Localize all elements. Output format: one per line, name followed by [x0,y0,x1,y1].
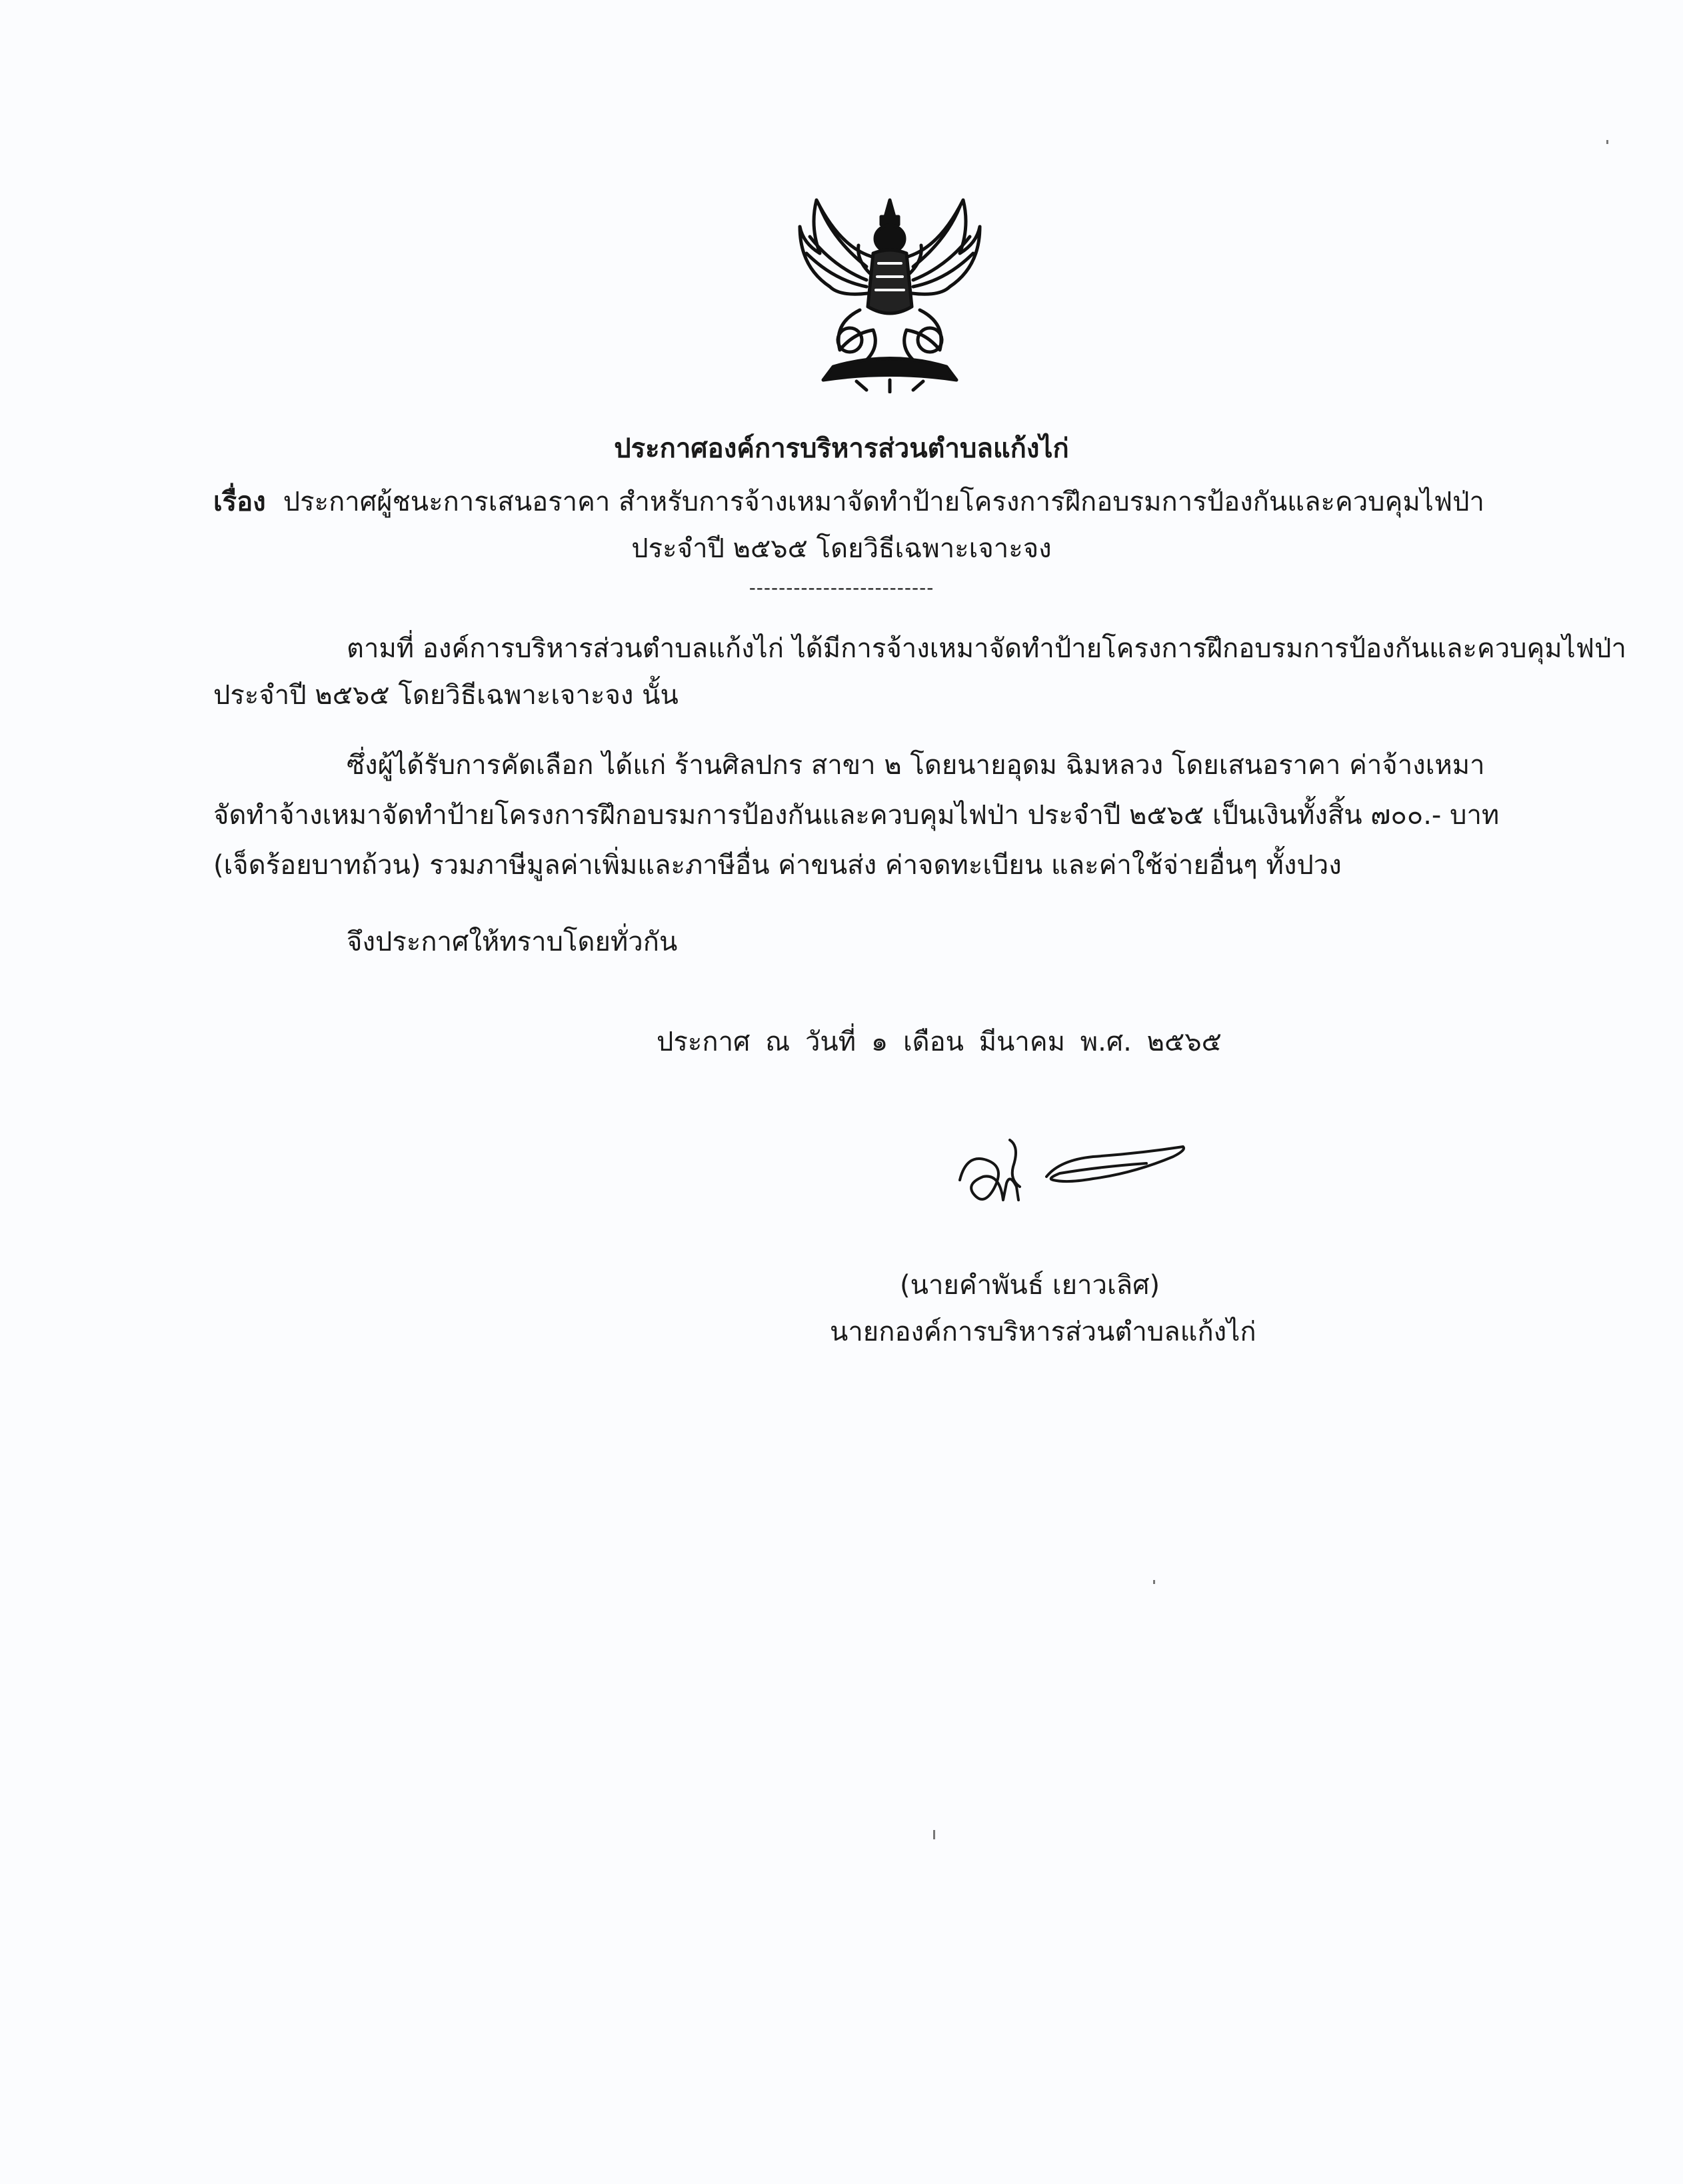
paper-speck [933,1830,935,1839]
subject-line [213,480,1484,523]
page-title: ประกาศองค์การบริหารส่วนตำบลแก้งไก่ [614,433,1069,464]
paragraph-1-line-2: ประจำปี ๒๕๖๕ โดยวิธีเฉพาะเจาะจง นั้น [213,680,679,711]
handwritten-signature [946,1127,1200,1220]
signer-name: (นายคำพันธ์ เยาวเลิศ) [900,1270,1160,1301]
paragraph-1-line-1: ตามที่ องค์การบริหารส่วนตำบลแก้งไก่ ได้มีการจ้างเหมาจัดทำป้ายโครงการฝึกอบรมการป้องกันและควบคุมไฟป่า [347,633,1626,664]
paper-speck [1606,140,1608,144]
subject-text: ประกาศผู้ชนะการเสนอราคา สำหรับการจ้างเหมาจัดทำป้ายโครงการฝึกอบรมการป้องกันและควบคุมไฟป่า [283,487,1484,517]
paragraph-2-line-2: จัดทำจ้างเหมาจัดทำป้ายโครงการฝึกอบรมการป้องกันและควบคุมไฟป่า ประจำปี ๒๕๖๕ เป็นเงินทั้งสิ้น ๗๐๐.- บาท [213,800,1500,831]
subject-text-continued: ประจำปี ๒๕๖๕ โดยวิธีเฉพาะเจาะจง [631,533,1052,564]
paper-speck [1153,1580,1155,1584]
signer-title: นายกองค์การบริหารส่วนตำบลแก้งไก่ [830,1317,1256,1347]
paragraph-2-line-1: ซึ่งผู้ได้รับการคัดเลือก ได้แก่ ร้านศิลปกร สาขา ๒ โดยนายอุดม ฉิมหลวง โดยเสนอราคา ค่าจ้างเหมา [347,750,1485,781]
closing-statement: จึงประกาศให้ทราบโดยทั่วกัน [347,927,678,957]
garuda-emblem-icon [793,187,986,393]
subject-label: เรื่อง [213,487,266,517]
paragraph-2-line-3: (เจ็ดร้อยบาทถ้วน) รวมภาษีมูลค่าเพิ่มและภาษีอื่น ค่าขนส่ง ค่าจดทะเบียน และค่าใช้จ่ายอื่นๆ ทั้งปวง [213,850,1342,881]
divider: ------------------------- [749,577,934,599]
announcement-date: ประกาศ ณ วันที่ ๑ เดือน มีนาคม พ.ศ. ๒๕๖๕ [657,1027,1222,1057]
